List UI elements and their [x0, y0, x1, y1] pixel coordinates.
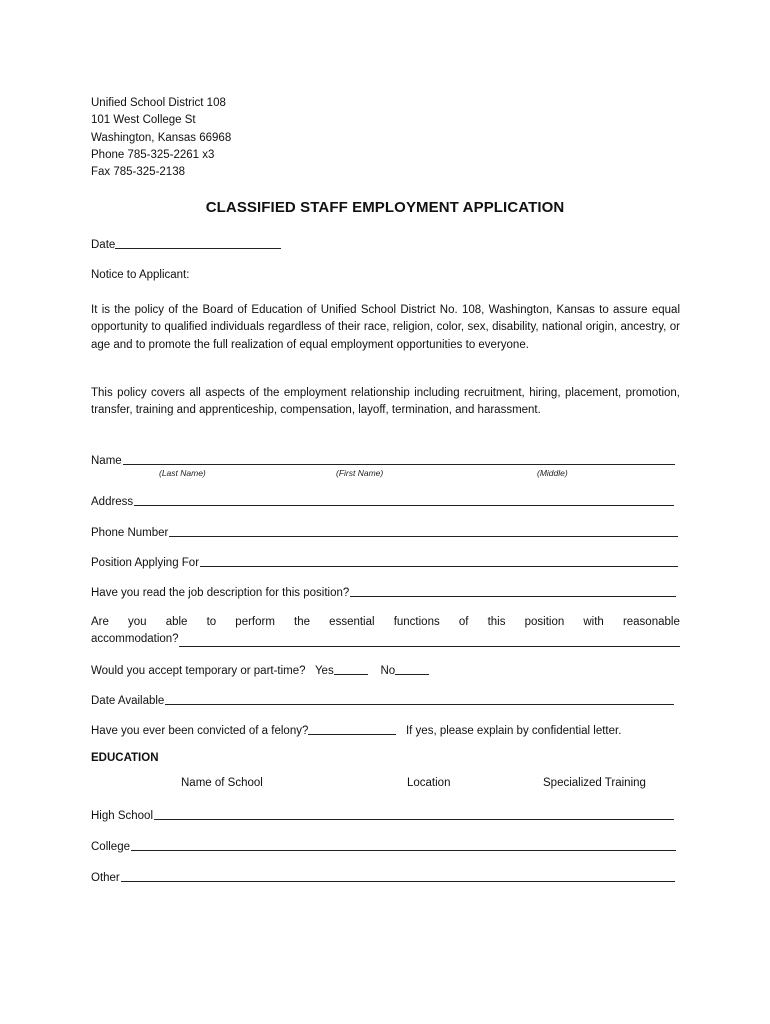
school-column-header: Name of School: [181, 777, 263, 789]
education-heading: EDUCATION: [91, 752, 159, 764]
essential-functions-word: able: [165, 616, 188, 628]
college-input-line[interactable]: [131, 838, 676, 851]
temporary-field: [91, 662, 429, 677]
essential-functions-word: of: [458, 616, 469, 628]
other-education-input-line[interactable]: [121, 869, 675, 882]
phone-field[interactable]: [91, 524, 678, 539]
essential-functions-word: position: [524, 616, 565, 628]
policy-paragraph-1: It is the policy of the Board of Education of Unified School District No. 108, Washington, Kansas to assure equal opportunity to qualified individuals regardless of their race, religion, color, sex, disability, national origin, ancestry, or age and to promote the full realization of equal employment opportunities to everyone.: [91, 304, 680, 351]
essential-functions-word: this: [487, 616, 506, 628]
essential-functions-input-line[interactable]: [179, 634, 680, 647]
other-education-label: Other: [91, 872, 120, 884]
essential-functions-word: Are: [91, 616, 109, 628]
college-label: College: [91, 841, 130, 853]
essential-functions-word: reasonable: [622, 616, 680, 628]
address-input-line[interactable]: [134, 493, 674, 506]
name-label: Name: [91, 455, 122, 467]
essential-functions-label-end: accommodation?: [91, 633, 179, 646]
yes-label: Yes: [314, 665, 334, 677]
phone-input-line[interactable]: [169, 524, 678, 537]
street-address: 101 West College St: [91, 114, 196, 127]
job-description-input-line[interactable]: [350, 584, 676, 597]
district-address-block: [91, 95, 231, 181]
district-name: Unified School District 108: [91, 97, 226, 109]
date-available-label: Date Available: [91, 695, 165, 707]
temporary-label: Would you accept temporary or part-time?: [91, 665, 306, 677]
essential-functions-word: with: [583, 616, 604, 628]
policy-paragraph-2: This policy covers all aspects of the employment relationship including recruitment, hiring, placement, promotion, transfer, training and apprenticeship, compensation, layoff, termination, and harassment.: [91, 387, 680, 417]
no-input-line[interactable]: [395, 662, 429, 675]
college-field[interactable]: [91, 838, 676, 853]
middle-name-caption: (Middle): [537, 468, 568, 478]
phone-label: Phone Number: [91, 527, 169, 539]
essential-functions-word: functions: [393, 616, 440, 628]
date-field[interactable]: [91, 236, 281, 251]
name-input-line[interactable]: [123, 452, 675, 465]
felony-label: Have you ever been convicted of a felony?: [91, 725, 309, 737]
essential-functions-field[interactable]: [91, 614, 680, 649]
page-title: CLASSIFIED STAFF EMPLOYMENT APPLICATION: [205, 199, 565, 216]
felony-note: If yes, please explain by confidential letter.: [405, 725, 622, 737]
essential-functions-question: [91, 614, 680, 631]
fax-number: Fax 785-325-2138: [91, 166, 185, 179]
address-field[interactable]: [91, 493, 674, 508]
date-available-input-line[interactable]: [165, 692, 674, 705]
training-column-header: Specialized Training: [543, 777, 646, 789]
no-label: No: [380, 665, 396, 677]
location-column-header: Location: [407, 777, 451, 789]
date-label: Date: [91, 239, 116, 251]
position-label: Position Applying For: [91, 557, 200, 569]
address-label: Address: [91, 496, 134, 508]
date-input-line[interactable]: [115, 236, 281, 249]
yes-input-line[interactable]: [334, 662, 368, 675]
job-description-label: Have you read the job description for this position?: [91, 587, 350, 599]
phone-number: Phone 785-325-2261 x3: [91, 148, 215, 161]
high-school-input-line[interactable]: [154, 807, 674, 820]
notice-label: Notice to Applicant:: [91, 269, 190, 281]
high-school-field[interactable]: [91, 807, 674, 822]
felony-field: [91, 722, 621, 737]
date-available-field[interactable]: [91, 692, 674, 707]
name-field[interactable]: [91, 452, 675, 467]
job-description-field[interactable]: [91, 584, 676, 599]
other-education-field[interactable]: [91, 869, 675, 884]
city-state-zip: Washington, Kansas 66968: [91, 131, 232, 144]
first-name-caption: (First Name): [336, 468, 384, 478]
last-name-caption: (Last Name): [159, 468, 206, 478]
essential-functions-word: perform: [235, 616, 275, 628]
essential-functions-word: you: [128, 616, 147, 628]
position-input-line[interactable]: [200, 554, 678, 567]
essential-functions-word: to: [206, 616, 217, 628]
high-school-label: High School: [91, 810, 154, 822]
essential-functions-word: the: [294, 616, 311, 628]
felony-input-line[interactable]: [308, 722, 396, 735]
position-field[interactable]: [91, 554, 678, 569]
essential-functions-word: essential: [329, 616, 375, 628]
